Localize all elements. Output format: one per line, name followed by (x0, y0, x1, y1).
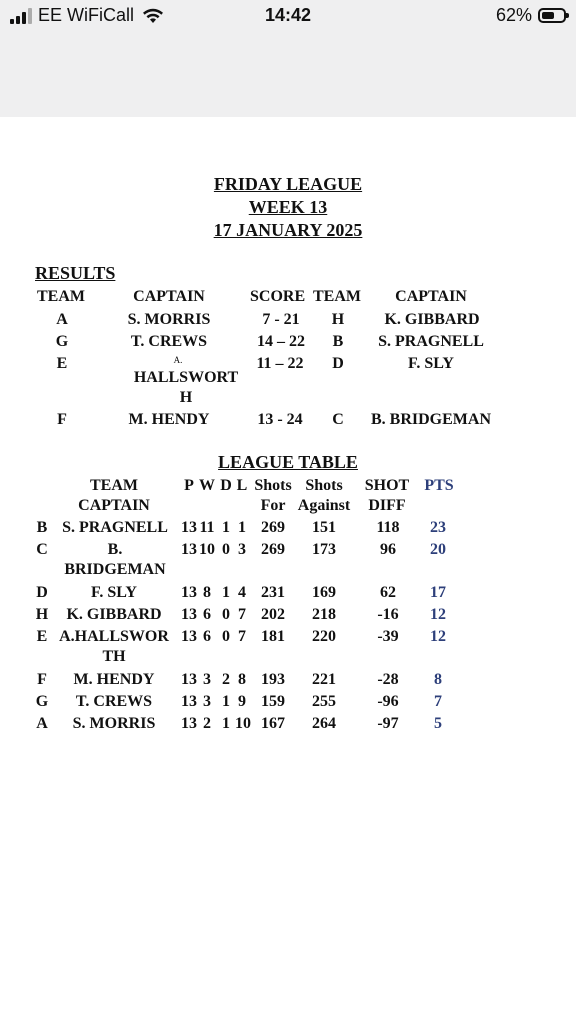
table-header-drawn: D (220, 477, 232, 494)
result-row-score: 14 – 22 (257, 333, 305, 350)
table-row-won: 3 (203, 671, 211, 688)
table-row-captain: A.HALLSWOR (59, 628, 169, 645)
date-title: 17 JANUARY 2025 (213, 220, 363, 240)
league-title: FRIDAY LEAGUE (213, 174, 363, 194)
league-table-title: LEAGUE TABLE (218, 452, 358, 472)
battery-icon (538, 8, 566, 23)
table-row-shots-against: 151 (312, 519, 336, 536)
table-header-shots-against: Shots (305, 477, 343, 494)
result-row-captain2: S. PRAGNELL (378, 333, 484, 350)
table-row-diff: -28 (377, 671, 399, 688)
battery-group (496, 5, 566, 26)
table-row-played: 13 (181, 628, 197, 645)
table-row-team: F (37, 671, 47, 688)
table-row-points: 20 (430, 541, 446, 558)
table-row-team: D (36, 584, 48, 601)
table-header-shots-for-2: For (260, 497, 286, 514)
table-row-team: E (36, 628, 48, 645)
result-row-score: 11 – 22 (256, 355, 304, 372)
table-row-diff: 96 (380, 541, 396, 558)
table-row-team: A (36, 715, 48, 732)
table-row-drawn: 1 (222, 584, 230, 601)
table-row-shots-for: 193 (261, 671, 285, 688)
table-row-captain: S. PRAGNELL (62, 519, 168, 536)
table-row-lost: 3 (238, 541, 246, 558)
result-row-score: 13 - 24 (257, 411, 303, 428)
table-row-won: 11 (199, 519, 215, 536)
results-title: RESULTS (35, 263, 116, 283)
table-header-shots-against-2: Against (297, 497, 351, 514)
table-row-captain: B. (107, 541, 123, 558)
table-row-drawn: 1 (222, 519, 230, 536)
table-header-lost: L (236, 477, 248, 494)
table-row-drawn: 1 (222, 693, 230, 710)
table-row-captain: F. SLY (91, 584, 137, 601)
result-row-captain1-initial: A. (173, 355, 183, 365)
table-header-captain: CAPTAIN (78, 497, 150, 514)
result-row-captain1: M. HENDY (128, 411, 210, 428)
result-row-team1: F (57, 411, 67, 428)
table-row-captain: M. HENDY (73, 671, 155, 688)
result-row-captain1: T. CREWS (130, 333, 208, 350)
table-row-points: 7 (434, 693, 442, 710)
table-row-captain-wrap: TH (102, 648, 126, 665)
table-row-diff: -39 (377, 628, 399, 645)
table-row-diff: 62 (380, 584, 396, 601)
table-row-won: 2 (203, 715, 211, 732)
table-row-shots-for: 202 (261, 606, 285, 623)
table-row-points: 23 (430, 519, 446, 536)
table-row-played: 13 (181, 671, 197, 688)
result-row-score: 7 - 21 (262, 311, 300, 328)
table-row-lost: 1 (238, 519, 246, 536)
table-header-team: TEAM (90, 477, 138, 494)
table-row-won: 6 (203, 606, 211, 623)
document-page (0, 117, 576, 1024)
table-row-points: 17 (430, 584, 446, 601)
result-row-team2: D (332, 355, 344, 372)
result-row-team2: B (332, 333, 344, 350)
table-row-played: 13 (181, 541, 197, 558)
battery-percent: 62% (495, 5, 532, 25)
table-row-played: 13 (181, 606, 197, 623)
table-row-team: C (36, 541, 48, 558)
result-row-captain1: HALLSWORT (133, 369, 239, 386)
results-header-captain1: CAPTAIN (133, 288, 205, 305)
week-title: WEEK 13 (248, 197, 328, 217)
results-header-team2: TEAM (313, 288, 361, 305)
result-row-team2: C (332, 411, 344, 428)
table-row-shots-for: 181 (261, 628, 285, 645)
table-row-won: 10 (199, 541, 215, 558)
table-row-captain: T. CREWS (75, 693, 153, 710)
table-row-drawn: 1 (222, 715, 230, 732)
table-header-won: W (199, 477, 215, 494)
results-header-team1: TEAM (37, 288, 85, 305)
table-row-diff: -16 (377, 606, 399, 623)
table-row-shots-for: 269 (261, 519, 285, 536)
table-row-played: 13 (181, 693, 197, 710)
table-row-shots-for: 159 (261, 693, 285, 710)
table-header-shot-diff-2: DIFF (368, 497, 406, 514)
table-row-shots-against: 255 (312, 693, 336, 710)
result-row-captain1-wrap: H (179, 389, 193, 406)
table-row-won: 3 (203, 693, 211, 710)
table-row-shots-against: 264 (312, 715, 336, 732)
table-header-shot-diff: SHOT (364, 477, 410, 494)
result-row-captain2: K. GIBBARD (384, 311, 480, 328)
table-row-won: 6 (203, 628, 211, 645)
table-row-shots-for: 269 (261, 541, 285, 558)
table-row-shots-against: 221 (312, 671, 336, 688)
table-row-lost: 7 (238, 606, 246, 623)
table-row-lost: 7 (238, 628, 246, 645)
table-row-lost: 4 (238, 584, 246, 601)
table-row-shots-against: 220 (312, 628, 336, 645)
table-row-points: 5 (434, 715, 442, 732)
results-header-captain2: CAPTAIN (395, 288, 467, 305)
table-row-team: G (35, 693, 49, 710)
result-row-captain2: F. SLY (408, 355, 454, 372)
table-row-shots-against: 169 (312, 584, 336, 601)
table-row-team: H (35, 606, 49, 623)
table-row-drawn: 0 (222, 606, 230, 623)
table-row-lost: 8 (238, 671, 246, 688)
table-row-points: 12 (430, 628, 446, 645)
table-row-won: 8 (203, 584, 211, 601)
table-row-shots-against: 173 (312, 541, 336, 558)
table-row-team: B (36, 519, 48, 536)
table-row-diff: -96 (377, 693, 399, 710)
table-row-played: 13 (181, 584, 197, 601)
table-header-played: P (184, 477, 194, 494)
table-row-drawn: 0 (222, 541, 230, 558)
carrier-name: EE WiFiCall (38, 5, 135, 25)
result-row-team2: H (331, 311, 345, 328)
table-row-shots-against: 218 (312, 606, 336, 623)
result-row-team1: G (55, 333, 69, 350)
table-row-played: 13 (181, 519, 197, 536)
clock: 14:42 (264, 5, 312, 25)
table-row-shots-for: 167 (261, 715, 285, 732)
result-row-team1: A (56, 311, 68, 328)
table-row-diff: -97 (377, 715, 399, 732)
result-row-captain1: S. MORRIS (127, 311, 211, 328)
table-row-shots-for: 231 (261, 584, 285, 601)
table-header-points: PTS (424, 477, 454, 494)
table-row-captain: K. GIBBARD (66, 606, 162, 623)
table-row-lost: 10 (235, 715, 251, 732)
table-row-diff: 118 (376, 519, 400, 536)
table-row-points: 12 (430, 606, 446, 623)
result-row-team1: E (56, 355, 68, 372)
results-header-score: SCORE (250, 288, 306, 305)
result-row-captain2: B. BRIDGEMAN (370, 411, 492, 428)
status-bar (0, 0, 576, 117)
table-row-drawn: 0 (222, 628, 230, 645)
table-row-points: 8 (434, 671, 442, 688)
table-row-lost: 9 (238, 693, 246, 710)
table-row-captain: S. MORRIS (72, 715, 156, 732)
table-header-shots-for: Shots (254, 477, 292, 494)
table-row-captain-wrap: BRIDGEMAN (64, 561, 166, 578)
table-row-played: 13 (181, 715, 197, 732)
table-row-drawn: 2 (222, 671, 230, 688)
battery-fill (542, 12, 554, 19)
